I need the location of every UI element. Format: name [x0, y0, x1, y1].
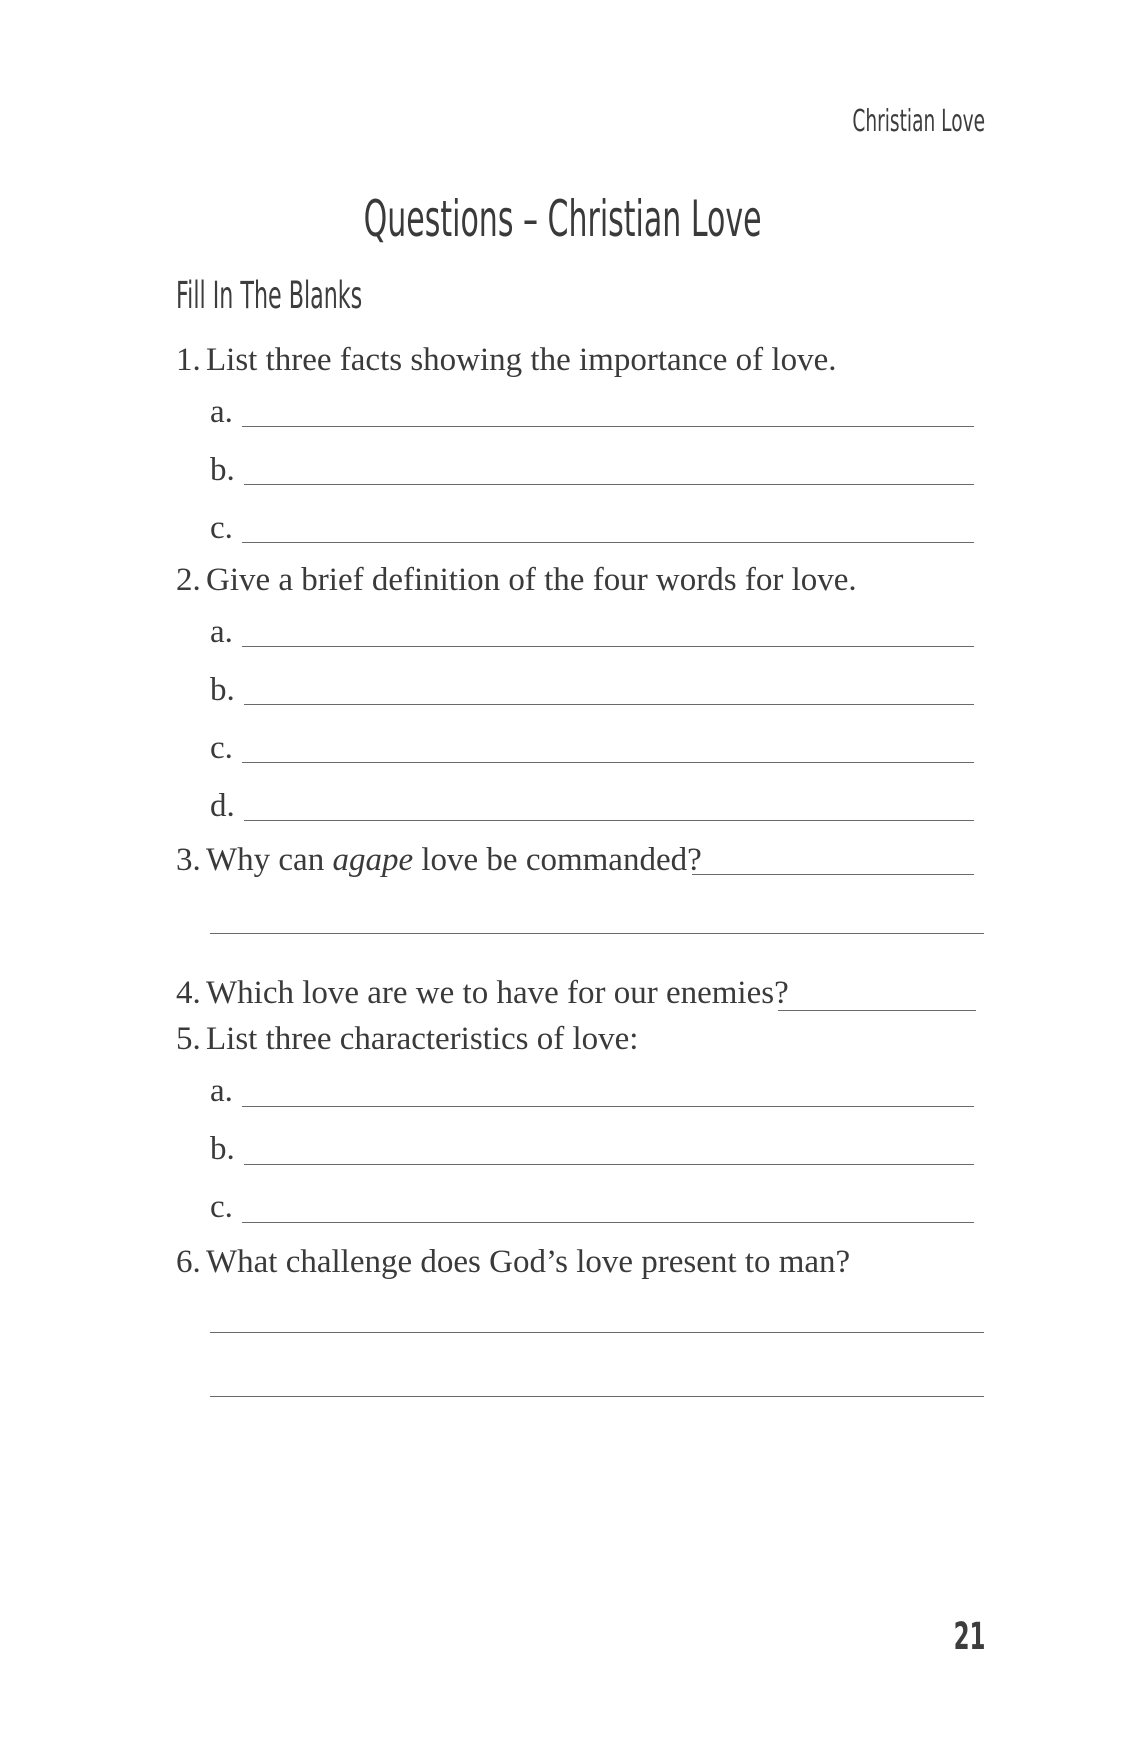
q5-answer-line-b[interactable]	[244, 1164, 974, 1165]
q1-option-b-label: b.	[210, 452, 235, 488]
q2-answer-line-b[interactable]	[244, 704, 974, 705]
q3-answer-line-inline[interactable]	[692, 874, 974, 875]
q1-answer-line-c[interactable]	[242, 542, 974, 543]
question-text-end: love be commanded?	[413, 842, 702, 878]
q2-answer-line-d[interactable]	[244, 820, 974, 821]
question-number: 3.	[176, 842, 201, 878]
q2-answer-line-a[interactable]	[242, 646, 974, 647]
question-number: 5.	[176, 1021, 201, 1057]
question-number: 6.	[176, 1244, 201, 1280]
q6-answer-line-2[interactable]	[210, 1396, 984, 1397]
q5-option-b-label: b.	[210, 1131, 235, 1167]
question-text-start: Why can	[206, 842, 333, 878]
q6-answer-line-1[interactable]	[210, 1332, 984, 1333]
q2-answer-line-c[interactable]	[242, 762, 974, 763]
question-2	[176, 562, 857, 599]
question-text: Which love are we to have for our enemies?	[206, 975, 789, 1011]
question-4	[176, 975, 789, 1012]
q4-answer-line[interactable]	[778, 1010, 976, 1011]
q5-option-a-label: a.	[210, 1073, 233, 1109]
q2-option-d-label: d.	[210, 788, 235, 824]
q2-option-c-label: c.	[210, 730, 233, 766]
question-6	[176, 1244, 850, 1281]
question-text: Give a brief definition of the four words for love.	[206, 562, 857, 598]
question-1	[176, 342, 836, 379]
question-text: What challenge does God’s love present to man?	[206, 1244, 851, 1280]
q1-answer-line-a[interactable]	[242, 426, 974, 427]
q2-option-a-label: a.	[210, 614, 233, 650]
q2-option-b-label: b.	[210, 672, 235, 708]
page-title: Questions – Christian Love	[363, 190, 762, 248]
question-number: 1.	[176, 342, 201, 378]
running-header: Christian Love	[852, 104, 985, 139]
q3-answer-line[interactable]	[210, 933, 984, 934]
q1-option-c-label: c.	[210, 510, 233, 546]
question-text: List three facts showing the importance of love.	[206, 342, 837, 378]
question-number: 4.	[176, 975, 201, 1011]
q1-answer-line-b[interactable]	[244, 484, 974, 485]
page-number: 21	[953, 1615, 985, 1658]
q5-option-c-label: c.	[210, 1189, 233, 1225]
question-number: 2.	[176, 562, 201, 598]
question-text: List three characteristics of love:	[206, 1021, 639, 1057]
question-3	[176, 842, 702, 879]
q5-answer-line-a[interactable]	[242, 1106, 974, 1107]
question-text-italic: agape	[332, 842, 414, 878]
q5-answer-line-c[interactable]	[242, 1222, 974, 1223]
q1-option-a-label: a.	[210, 394, 233, 430]
section-heading: Fill In The Blanks	[176, 274, 363, 317]
question-5	[176, 1021, 638, 1058]
